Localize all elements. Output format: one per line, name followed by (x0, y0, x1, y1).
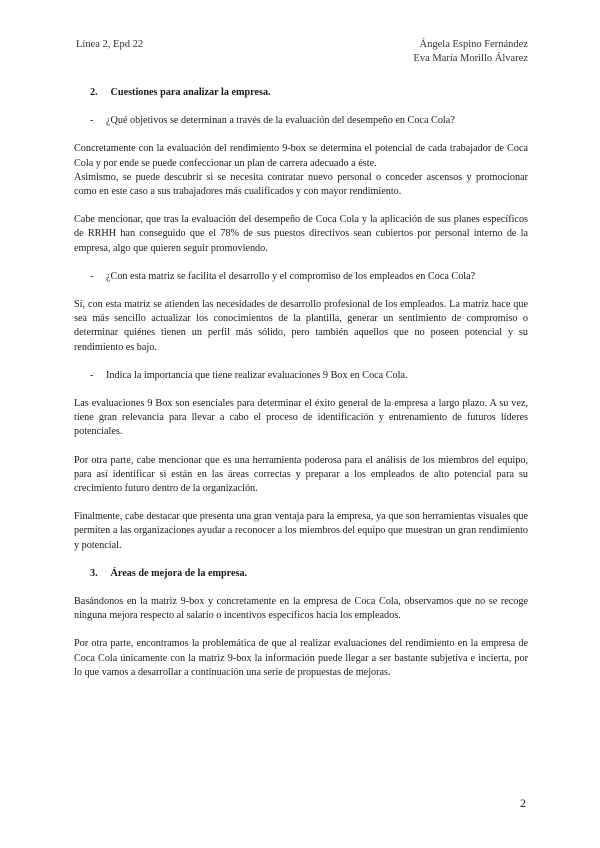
question-1-text: ¿Qué objetivos se determinan a través de la evaluación del desempeño en Coca Cola? (106, 115, 455, 127)
author-2: Eva María Morillo Álvarez (413, 53, 528, 64)
question-2-text: ¿Con esta matriz se facilita el desarrollo y el compromiso de los empleados en Coca Cola? (106, 270, 476, 282)
header-left: Línea 2, Epd 22 (76, 39, 144, 50)
paragraph-1 (74, 142, 528, 199)
bullet-dash: - (90, 115, 94, 127)
section-3-title: Áreas de mejora de la empresa. (110, 567, 248, 579)
bullet-dash: - (90, 369, 94, 381)
paragraph-4: Las evaluaciones 9 Box son esenciales para determinar el éxito general de la empresa a largo plazo. A su vez, tiene gran relevancia para llevar a cabo el proceso de identificación y entrenamiento de futuros líderes potenciales. (74, 398, 528, 438)
document-body (74, 86, 528, 694)
question-3 (90, 369, 528, 383)
section-3-heading (90, 567, 528, 581)
section-2-heading (90, 86, 528, 100)
paragraph-5: Por otra parte, cabe mencionar que es una herramienta poderosa para el análisis de los miembros del equipo, para así identificar si están en las áreas correctas y preparar a los empleados de alto potencial para su crecimiento futuro dentro de la organización. (74, 454, 528, 495)
paragraph-3: Sí, con esta matriz se atienden las necesidades de desarrollo profesional de los empleados. La matriz hace que sea más sencillo actualizar los conocimientos de la plantilla, generar un sentimiento de compromiso o determinar quiénes tienen un perfil más sólido, pero también aquellos que no poseen potencial y su rendimiento es bajo. (74, 299, 528, 353)
paragraph-1b: Asimismo, se puede descubrir si se necesita contratar nuevo personal o conceder ascensos y promocionar como en este caso a sus trabajadores más cualificados y con mayor rendimiento. (74, 171, 528, 198)
author-1: Ángela Espino Fernández (419, 39, 528, 50)
bullet-dash: - (90, 270, 94, 282)
paragraph-7: Basándonos en la matriz 9-box y concretamente en la empresa de Coca Cola, observamos que no se recoge ninguna mejora respecto al salario o incentivos específicos hacia los empleados. (74, 596, 528, 622)
paragraph-6: Finalmente, cabe destacar que presenta una gran ventaja para la empresa, ya que son herramientas visuales que permiten a las organizaciones ayudar a reconocer a los miembros del equipo que muestran un gran rendimiento y potencial. (74, 511, 528, 551)
section-3-number: 3. (90, 567, 98, 579)
question-1 (90, 114, 528, 128)
header-right (413, 38, 528, 66)
section-2-number: 2. (90, 87, 98, 98)
paragraph-8: Por otra parte, encontramos la problemática de que al realizar evaluaciones del rendimiento en la empresa de Coca Cola únicamente con la matriz 9-box la información puede llegar a ser bastante subjetiva e incierta, por lo que vamos a desarrollar a continuación una serie de propuestas de mejoras. (74, 638, 528, 678)
paragraph-1a: Concretamente con la evaluación del rendimiento 9-box se determina el potencial de cada trabajador de Coca Cola y por ende se puede confeccionar un plan de carrera adecuado a éste. (74, 143, 528, 169)
question-3-text: Indica la importancia que tiene realizar evaluaciones 9 Box en Coca Cola. (106, 369, 408, 381)
page-number: 2 (520, 796, 526, 810)
paragraph-2: Cabe mencionar, que tras la evaluación del desempeño de Coca Cola y la aplicación de sus planes específicos de RRHH han conseguido que el 78% de sus puestos directivos sean cubiertos por personal interno de la empresa, algo que quieren seguir promoviendo. (74, 214, 528, 254)
section-2-title: Cuestiones para analizar la empresa. (110, 87, 271, 98)
question-2 (90, 270, 528, 284)
